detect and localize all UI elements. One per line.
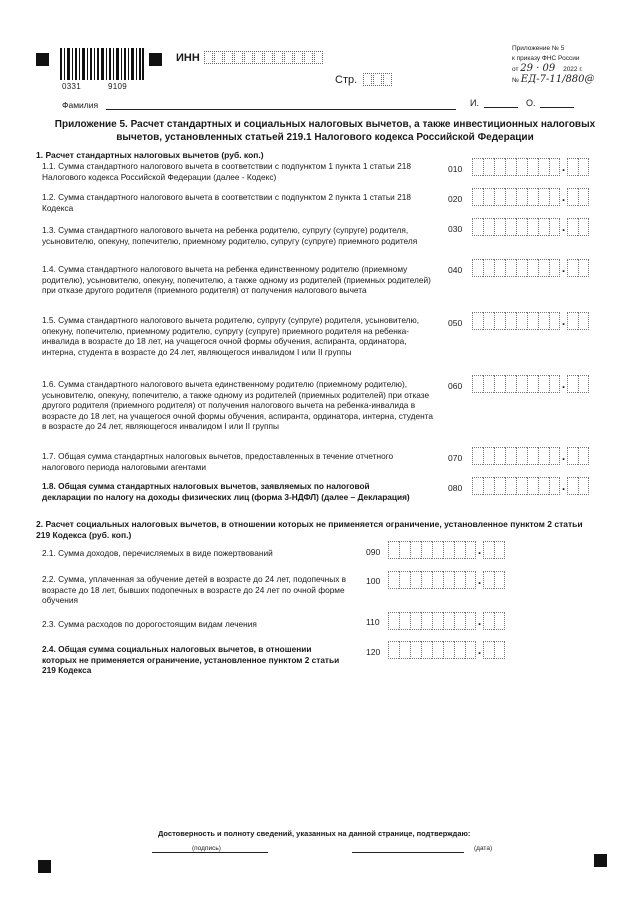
digit-cell[interactable] xyxy=(465,571,476,589)
digit-cell[interactable] xyxy=(494,571,505,589)
kopecks-cells[interactable] xyxy=(483,571,505,589)
stamp-date-prefix: от xyxy=(512,66,519,73)
item-1-2: 1.2. Сумма стандартного налогового вычета в соответствии с подпунктом 2 пункта 1 статьи 218 Кодекса xyxy=(42,192,411,213)
digit-cell[interactable] xyxy=(472,218,483,236)
digit-cell[interactable] xyxy=(538,218,549,236)
code-030: 030 xyxy=(448,224,463,234)
digit-cell[interactable] xyxy=(388,571,399,589)
digit-cell[interactable] xyxy=(549,312,560,330)
item-2-3: 2.3. Сумма расходов по дорогостоящим видам лечения xyxy=(42,619,257,629)
certification-text: Достоверность и полноту сведений, указанных на данной странице, подтверждаю: xyxy=(158,829,471,838)
amount-field-010[interactable] xyxy=(472,158,589,176)
decimal-separator: . xyxy=(561,479,566,493)
digit-cell[interactable] xyxy=(483,571,494,589)
surname-label: Фамилия xyxy=(62,100,99,110)
digit-cell[interactable] xyxy=(454,571,465,589)
digit-cell[interactable] xyxy=(421,571,432,589)
digit-cell[interactable] xyxy=(472,375,483,393)
digit-cell[interactable] xyxy=(454,541,465,559)
rubles-cells[interactable] xyxy=(472,477,560,495)
digit-cell[interactable] xyxy=(421,641,432,659)
digit-cell[interactable] xyxy=(483,375,494,393)
digit-cell[interactable] xyxy=(494,447,505,465)
decimal-separator: . xyxy=(561,377,566,391)
signature-caption: (подпись) xyxy=(192,845,221,852)
rubles-cells[interactable] xyxy=(472,375,560,393)
digit-cell[interactable] xyxy=(483,641,494,659)
barcode-number-left: 0331 xyxy=(62,82,81,91)
signature-field[interactable] xyxy=(152,852,268,853)
digit-cell[interactable] xyxy=(483,541,494,559)
stamp-line1: Приложение № 5 xyxy=(512,45,565,52)
digit-cell[interactable] xyxy=(505,477,516,495)
digit-cell[interactable] xyxy=(432,612,443,630)
kopecks-cells[interactable] xyxy=(567,259,589,277)
digit-cell[interactable] xyxy=(578,477,589,495)
digit-cell[interactable] xyxy=(567,259,578,277)
decimal-separator: . xyxy=(561,449,566,463)
order-stamp xyxy=(512,44,632,86)
stamp-date-value: 29 · 09 xyxy=(520,63,556,74)
amount-field-090[interactable] xyxy=(388,541,505,559)
code-060: 060 xyxy=(448,381,463,391)
digit-cell[interactable] xyxy=(549,188,560,206)
inn-label: ИНН xyxy=(176,52,200,64)
rubles-cells[interactable] xyxy=(472,158,560,176)
code-100: 100 xyxy=(366,576,381,586)
digit-cell[interactable] xyxy=(472,259,483,277)
amount-field-080[interactable] xyxy=(472,477,589,495)
digit-cell[interactable] xyxy=(527,158,538,176)
digit-cell[interactable] xyxy=(505,158,516,176)
digit-cell[interactable] xyxy=(505,312,516,330)
digit-cell[interactable] xyxy=(578,218,589,236)
digit-cell[interactable] xyxy=(578,375,589,393)
item-1-6: 1.6. Сумма стандартного налогового вычета единственному родителю (приемному родителю), усыновителю, опекуну, попечителю, а также одному из родителей (приемных родителей) при отказе другого родителя (приемного родителя) от получения налогового вычета на ребенка-инвалида в возрасте до 18 лет, на учащегося очной формы обучения, аспиранта, ординатора, интерна, студента в возрасте до 24 лет, являющегося инвалидом I или II группы xyxy=(42,379,434,431)
digit-cell[interactable] xyxy=(465,541,476,559)
decimal-separator: . xyxy=(477,643,482,657)
item-2-2: 2.2. Сумма, уплаченная за обучение детей в возрасте до 24 лет, подопечных в возрасте до 18 лет, бывших подопечных в возрасте до 24 лет по очной форме обучения xyxy=(42,574,347,605)
decimal-separator: . xyxy=(477,614,482,628)
digit-cell[interactable] xyxy=(538,375,549,393)
digit-cell[interactable] xyxy=(494,477,505,495)
digit-cell[interactable] xyxy=(465,612,476,630)
digit-cell[interactable] xyxy=(472,188,483,206)
digit-cell[interactable] xyxy=(472,158,483,176)
kopecks-cells[interactable] xyxy=(567,158,589,176)
amount-field-120[interactable] xyxy=(388,641,505,659)
code-020: 020 xyxy=(448,194,463,204)
digit-cell[interactable] xyxy=(483,188,494,206)
initial-patronymic-field[interactable] xyxy=(540,107,574,108)
initial-name-label: И. xyxy=(470,98,479,108)
date-caption: (дата) xyxy=(474,845,493,852)
digit-cell[interactable] xyxy=(578,259,589,277)
decimal-separator: . xyxy=(477,543,482,557)
digit-cell[interactable] xyxy=(494,612,505,630)
digit-cell[interactable] xyxy=(494,188,505,206)
item-1-7: 1.7. Общая сумма стандартных налоговых вычетов, предоставленных в течение отчетного налогового периода налоговыми агентами xyxy=(42,451,394,472)
digit-cell[interactable] xyxy=(432,541,443,559)
digit-cell[interactable] xyxy=(538,477,549,495)
digit-cell[interactable] xyxy=(388,641,399,659)
digit-cell[interactable] xyxy=(494,541,505,559)
digit-cell[interactable] xyxy=(567,158,578,176)
digit-cell[interactable] xyxy=(538,447,549,465)
digit-cell[interactable] xyxy=(516,447,527,465)
decimal-separator: . xyxy=(477,573,482,587)
digit-cell[interactable] xyxy=(443,612,454,630)
digit-cell[interactable] xyxy=(399,571,410,589)
digit-cell[interactable] xyxy=(454,612,465,630)
barcode xyxy=(60,48,144,80)
item-2-1: 2.1. Сумма доходов, перечисляемых в виде пожертвований xyxy=(42,548,273,558)
digit-cell[interactable] xyxy=(527,477,538,495)
code-040: 040 xyxy=(448,265,463,275)
digit-cell[interactable] xyxy=(494,259,505,277)
stamp-year: 2022 г. xyxy=(563,66,583,73)
amount-field-060[interactable] xyxy=(472,375,589,393)
stamp-number-prefix: № xyxy=(512,77,519,84)
amount-field-070[interactable] xyxy=(472,447,589,465)
digit-cell[interactable] xyxy=(472,447,483,465)
digit-cell[interactable] xyxy=(410,612,421,630)
kopecks-cells[interactable] xyxy=(567,375,589,393)
digit-cell[interactable] xyxy=(505,188,516,206)
decimal-separator: . xyxy=(561,190,566,204)
rubles-cells[interactable] xyxy=(388,612,476,630)
digit-cell[interactable] xyxy=(549,375,560,393)
digit-cell[interactable] xyxy=(443,641,454,659)
digit-cell[interactable] xyxy=(527,312,538,330)
rubles-cells[interactable] xyxy=(472,188,560,206)
digit-cell[interactable] xyxy=(410,641,421,659)
code-090: 090 xyxy=(366,547,381,557)
digit-cell[interactable] xyxy=(421,612,432,630)
registration-marker-top-mid xyxy=(149,53,162,66)
digit-cell[interactable] xyxy=(578,447,589,465)
digit-cell[interactable] xyxy=(516,158,527,176)
rubles-cells[interactable] xyxy=(472,312,560,330)
digit-cell[interactable] xyxy=(494,641,505,659)
digit-cell[interactable] xyxy=(494,375,505,393)
digit-cell[interactable] xyxy=(538,312,549,330)
page-label: Стр. xyxy=(335,74,358,86)
digit-cell[interactable] xyxy=(578,312,589,330)
digit-cell[interactable] xyxy=(472,312,483,330)
digit-cell[interactable] xyxy=(516,375,527,393)
digit-cell[interactable] xyxy=(494,158,505,176)
inn-field[interactable] xyxy=(204,51,324,64)
digit-cell[interactable] xyxy=(388,541,399,559)
digit-cell[interactable] xyxy=(505,447,516,465)
kopecks-cells[interactable] xyxy=(567,218,589,236)
date-field[interactable] xyxy=(352,852,464,853)
digit-cell[interactable] xyxy=(483,259,494,277)
amount-field-020[interactable] xyxy=(472,188,589,206)
digit-cell[interactable] xyxy=(516,312,527,330)
rubles-cells[interactable] xyxy=(472,447,560,465)
digit-cell[interactable] xyxy=(516,259,527,277)
digit-cell[interactable] xyxy=(538,158,549,176)
decimal-separator: . xyxy=(561,314,566,328)
surname-field[interactable] xyxy=(106,109,456,110)
digit-cell[interactable] xyxy=(505,218,516,236)
page-title: Приложение 5. Расчет стандартных и социальных налоговых вычетов, а также инвестиционных налоговых вычетов, установленных статьей 219.1 Налогового кодекса Российской Федерации xyxy=(54,119,596,143)
decimal-separator: . xyxy=(561,261,566,275)
digit-cell[interactable] xyxy=(494,218,505,236)
digit-cell[interactable] xyxy=(578,188,589,206)
digit-cell[interactable] xyxy=(432,641,443,659)
digit-cell[interactable] xyxy=(443,541,454,559)
digit-cell[interactable] xyxy=(549,477,560,495)
page-number-field[interactable] xyxy=(363,73,393,86)
code-010: 010 xyxy=(448,164,463,174)
digit-cell[interactable] xyxy=(527,259,538,277)
digit-cell[interactable] xyxy=(527,188,538,206)
digit-cell[interactable] xyxy=(483,218,494,236)
digit-cell[interactable] xyxy=(516,477,527,495)
amount-field-040[interactable] xyxy=(472,259,589,277)
decimal-separator: . xyxy=(561,220,566,234)
amount-field-030[interactable] xyxy=(472,218,589,236)
digit-cell[interactable] xyxy=(527,447,538,465)
digit-cell[interactable] xyxy=(472,477,483,495)
digit-cell[interactable] xyxy=(443,571,454,589)
code-120: 120 xyxy=(366,647,381,657)
section1-heading: 1. Расчет стандартных налоговых вычетов (руб. коп.) xyxy=(36,150,264,160)
digit-cell[interactable] xyxy=(399,641,410,659)
rubles-cells[interactable] xyxy=(388,641,476,659)
digit-cell[interactable] xyxy=(567,188,578,206)
kopecks-cells[interactable] xyxy=(567,477,589,495)
registration-marker-bottom-right xyxy=(594,854,607,867)
initial-patronymic-label: О. xyxy=(526,98,536,108)
digit-cell[interactable] xyxy=(432,571,443,589)
digit-cell[interactable] xyxy=(567,218,578,236)
item-1-1: 1.1. Сумма стандартного налогового вычета в соответствии с подпунктом 1 пункта 1 статьи 218 Налогового кодекса Российской Федерации (далее - Кодекс) xyxy=(42,161,411,182)
digit-cell[interactable] xyxy=(527,218,538,236)
section2-heading: 2. Расчет социальных налоговых вычетов, в отношении которых не применяется ограничение, установленное пунктом 2 статьи 219 Кодекса (руб. коп.) xyxy=(36,519,583,540)
digit-cell[interactable] xyxy=(494,312,505,330)
digit-cell[interactable] xyxy=(410,541,421,559)
digit-cell[interactable] xyxy=(465,641,476,659)
digit-cell[interactable] xyxy=(399,541,410,559)
item-1-5: 1.5. Сумма стандартного налогового вычета родителю, супругу (супруге) родителя, усыновителю, опекуну, попечителю, приемному родителю, супругу (супруге) приемного родителя на ребенка-инвалида в возрасте до 18 лет, на учащегося очной формы обучения, аспиранта, ординатора, интерна, студента в возрасте до 24 лет, являющегося инвалидом I или II группы xyxy=(42,315,420,357)
digit-cell[interactable] xyxy=(399,612,410,630)
barcode-number-right: 9109 xyxy=(108,82,127,91)
kopecks-cells[interactable] xyxy=(567,447,589,465)
rubles-cells[interactable] xyxy=(388,541,476,559)
digit-cell[interactable] xyxy=(567,447,578,465)
item-1-8: 1.8. Общая сумма стандартных налоговых вычетов, заявляемых по налоговой декларации по налогу на доходы физических лиц (форма 3-НДФЛ) (далее – Декларация) xyxy=(42,481,410,502)
digit-cell[interactable] xyxy=(421,541,432,559)
digit-cell[interactable] xyxy=(483,477,494,495)
code-110: 110 xyxy=(366,617,380,627)
digit-cell[interactable] xyxy=(516,188,527,206)
stamp-number-value: ЕД-7-11/880@ xyxy=(520,74,595,85)
digit-cell[interactable] xyxy=(578,158,589,176)
item-1-4: 1.4. Сумма стандартного налогового вычета на ребенка единственному родителю (приемному родителю), усыновителю, опекуну, попечителю, а также одному из родителей (приемных родителей) при отказе другого родителя (приемного родителя) от получения налогового вычета xyxy=(42,264,431,295)
decimal-separator: . xyxy=(561,160,566,174)
digit-cell[interactable] xyxy=(549,158,560,176)
rubles-cells[interactable] xyxy=(472,218,560,236)
registration-marker-bottom-left xyxy=(38,860,51,873)
kopecks-cells[interactable] xyxy=(483,541,505,559)
digit-cell[interactable] xyxy=(505,375,516,393)
digit-cell[interactable] xyxy=(567,477,578,495)
kopecks-cells[interactable] xyxy=(483,641,505,659)
kopecks-cells[interactable] xyxy=(567,312,589,330)
amount-field-100[interactable] xyxy=(388,571,505,589)
digit-cell[interactable] xyxy=(454,641,465,659)
digit-cell[interactable] xyxy=(567,375,578,393)
amount-field-110[interactable] xyxy=(388,612,505,630)
digit-cell[interactable] xyxy=(527,375,538,393)
digit-cell[interactable] xyxy=(549,218,560,236)
item-1-3: 1.3. Сумма стандартного налогового вычета на ребенка родителю, супругу (супруге) родителя, усыновителю, опекуну, попечителю, приемному родителю, супругу (супруге) приемного родителя xyxy=(42,225,418,246)
digit-cell[interactable] xyxy=(483,612,494,630)
digit-cell[interactable] xyxy=(538,259,549,277)
code-050: 050 xyxy=(448,318,463,328)
digit-cell[interactable] xyxy=(538,188,549,206)
rubles-cells[interactable] xyxy=(472,259,560,277)
kopecks-cells[interactable] xyxy=(483,612,505,630)
digit-cell[interactable] xyxy=(567,312,578,330)
digit-cell[interactable] xyxy=(549,259,560,277)
code-080: 080 xyxy=(448,483,463,493)
code-070: 070 xyxy=(448,453,463,463)
digit-cell[interactable] xyxy=(549,447,560,465)
digit-cell[interactable] xyxy=(505,259,516,277)
rubles-cells[interactable] xyxy=(388,571,476,589)
digit-cell[interactable] xyxy=(483,312,494,330)
item-2-4: 2.4. Общая сумма социальных налоговых вычетов, в отношении которых не применяется ограничение, установленное пунктом 2 статьи 219 Кодекса xyxy=(42,644,340,675)
digit-cell[interactable] xyxy=(388,612,399,630)
registration-marker-top-left xyxy=(36,53,49,66)
amount-field-050[interactable] xyxy=(472,312,589,330)
digit-cell[interactable] xyxy=(410,571,421,589)
kopecks-cells[interactable] xyxy=(567,188,589,206)
initial-name-field[interactable] xyxy=(484,107,518,108)
digit-cell[interactable] xyxy=(483,158,494,176)
digit-cell[interactable] xyxy=(483,447,494,465)
digit-cell[interactable] xyxy=(516,218,527,236)
stamp-line2: к приказу ФНС России xyxy=(512,55,580,62)
